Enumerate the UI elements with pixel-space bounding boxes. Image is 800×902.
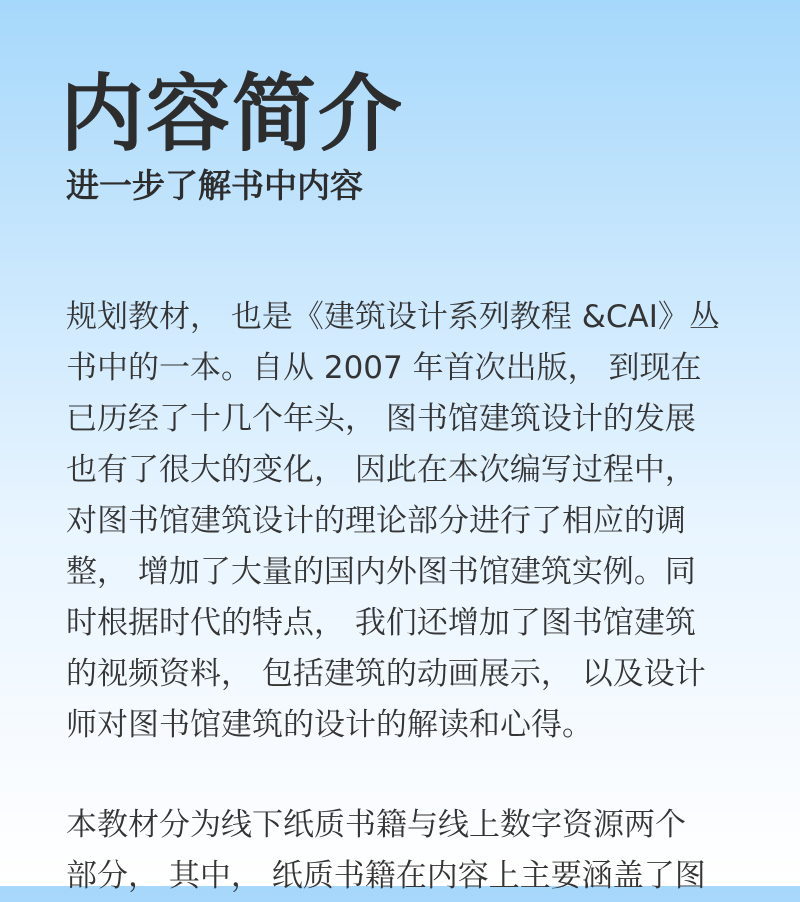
page-title: 内容简介 [60,65,405,163]
paragraph-line: 规划教材， 也是《建筑设计系列教程 &CAI》丛 [66,299,720,335]
paragraph-line: 书中的一本。自从 2007 年首次出版， 到现在 [66,350,702,386]
paragraph-line: 整， 增加了大量的国内外图书馆建筑实例。同 [66,554,696,590]
paragraph-line: 师对图书馆建筑的设计的解读和心得。 [66,707,593,743]
paragraph-line: 本教材分为线下纸质书籍与线上数字资源两个 [66,807,686,843]
paragraph-line: 时根据时代的特点， 我们还增加了图书馆建筑 [66,605,696,641]
paragraph-line: 部分， 其中， 纸质书籍在内容上主要涵盖了图 [66,858,706,894]
paragraph-line: 已历经了十几个年头， 图书馆建筑设计的发展 [66,401,696,437]
page-subtitle: 进一步了解书中内容 [66,166,363,205]
paragraph-line: 对图书馆建筑设计的理论部分进行了相应的调 [66,503,686,539]
paragraph-line: 也有了很大的变化， 因此在本次编写过程中， [66,452,696,488]
paragraph-line: 的视频资料， 包括建筑的动画展示， 以及设计 [66,656,706,692]
intro-paragraph-1 [66,292,746,751]
intro-paragraph-2 [66,800,746,902]
